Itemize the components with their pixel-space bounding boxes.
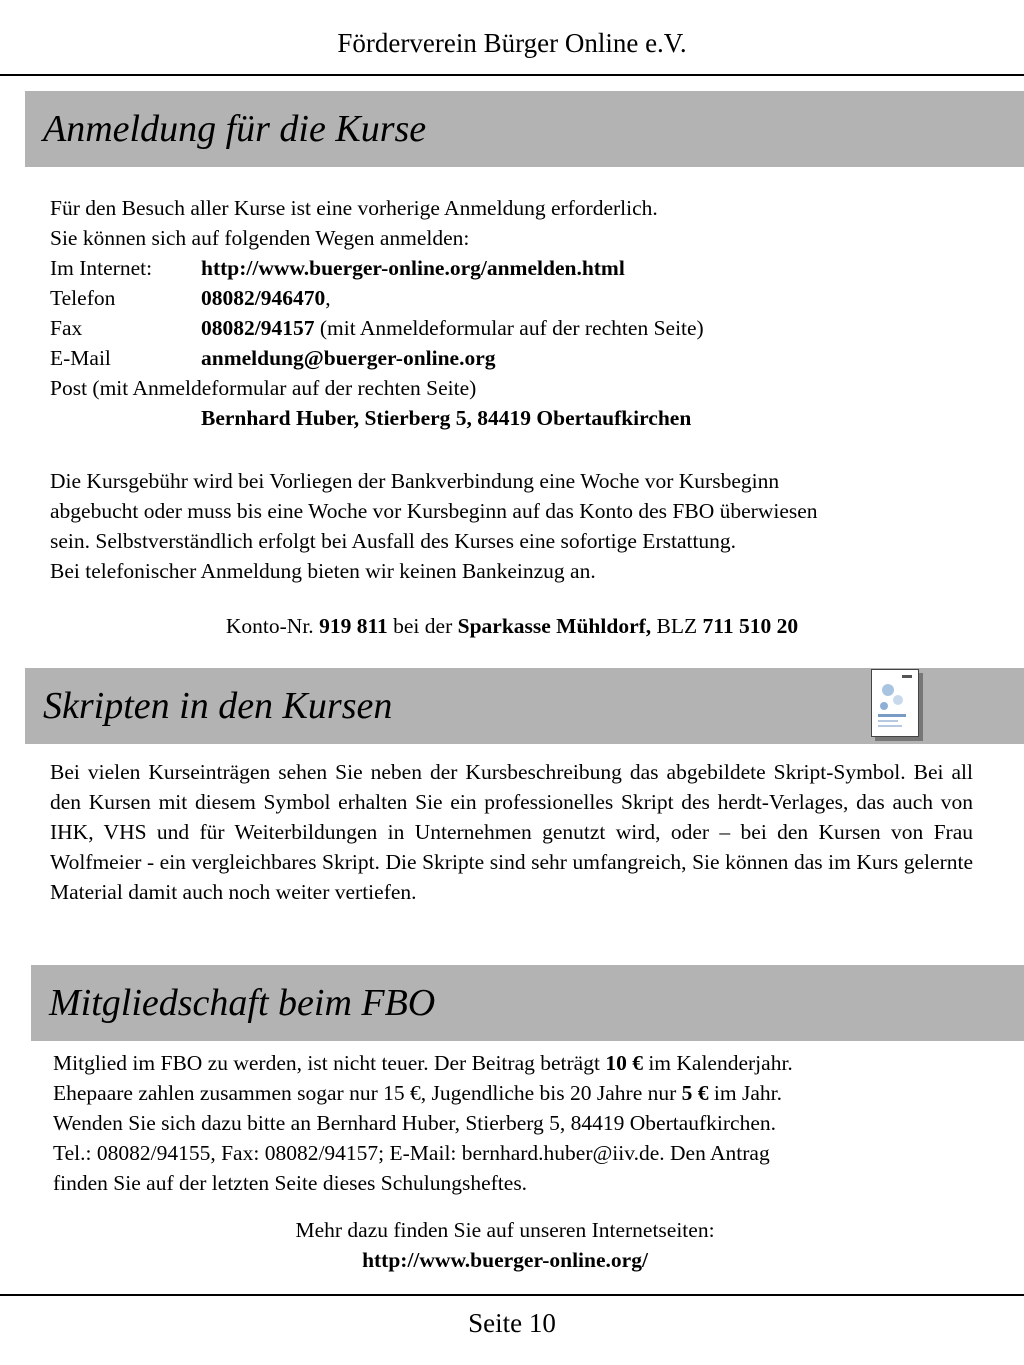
scripts-paragraph (50, 757, 973, 907)
fax-note: (mit Anmeldeformular auf der rechten Seite) (314, 316, 704, 340)
membership-line: Tel.: 08082/94155, Fax: 08082/94157; E-Mail: bernhard.huber@iiv.de. Den Antrag (53, 1141, 770, 1165)
more-info-text: Mehr dazu finden Sie auf unseren Internetseiten: (295, 1218, 715, 1242)
fee-line: Bei telefonischer Anmeldung bieten wir keinen Bankeinzug an. (50, 559, 596, 583)
fee-line: abgebucht oder muss bis eine Woche vor Kursbeginn auf das Konto des FBO überwiesen (50, 499, 818, 523)
contact-row-phone (50, 283, 980, 313)
contact-row-post-address (50, 403, 980, 433)
intro-line: Für den Besuch aller Kurse ist eine vorherige Anmeldung erforderlich. (50, 196, 658, 220)
phone-number: 08082/946470 (201, 286, 326, 310)
footer-divider (0, 1294, 1024, 1296)
account-prefix: Konto-Nr. (225, 614, 320, 638)
membership-line: Wenden Sie sich dazu bitte an Bernhard Huber, Stierberg 5, 84419 Obertaufkirchen. (53, 1111, 777, 1135)
contact-row-internet (50, 253, 980, 283)
account-number: 919 811 (319, 614, 388, 638)
registration-url-link[interactable]: http://www.buerger-online.org/anmelden.html (201, 256, 625, 280)
registration-email-link[interactable]: anmeldung@buerger-online.org (201, 346, 496, 370)
script-booklet-icon (871, 669, 919, 737)
header-divider (0, 74, 1024, 76)
website-url-link[interactable]: http://www.buerger-online.org/ (362, 1248, 648, 1272)
section-heading-membership: Mitgliedschaft beim FBO (49, 982, 436, 1024)
contact-row-fax (50, 313, 980, 343)
contact-label: E-Mail (50, 346, 111, 370)
contact-label: Im Internet: (50, 256, 153, 280)
contact-row-post: Post (mit Anmeldeformular auf der rechten Seite) (50, 376, 477, 400)
fax-number: 08082/94157 (201, 316, 315, 340)
youth-fee: 5 € (681, 1081, 709, 1105)
blz-label: BLZ (651, 614, 703, 638)
phone-suffix: , (325, 286, 331, 310)
contact-label: Fax (50, 316, 83, 340)
contact-row-email (50, 343, 980, 373)
page-header-title: Förderverein Bürger Online e.V. (337, 28, 687, 58)
membership-block (53, 1048, 983, 1198)
annual-fee: 10 € (605, 1051, 643, 1075)
blz-number: 711 510 20 (702, 614, 799, 638)
section-banner-registration (25, 91, 1024, 167)
fee-line: sein. Selbstverständlich erfolgt bei Ausfall des Kurses eine sofortige Erstattung. (50, 529, 737, 553)
account-mid: bei der (387, 614, 458, 638)
fee-paragraph (50, 466, 980, 586)
registration-block (50, 193, 980, 433)
post-address: Bernhard Huber, Stierberg 5, 84419 Obertaufkirchen (201, 406, 692, 430)
membership-line: finden Sie auf der letzten Seite dieses Schulungsheftes. (53, 1171, 528, 1195)
page-number: Seite 10 (468, 1308, 556, 1338)
section-heading-scripts: Skripten in den Kursen (43, 685, 393, 727)
bank-name: Sparkasse Mühldorf, (457, 614, 652, 638)
more-info-block (0, 1215, 1010, 1275)
section-heading-registration: Anmeldung für die Kurse (43, 108, 427, 150)
fee-line: Die Kursgebühr wird bei Vorliegen der Bankverbindung eine Woche vor Kursbeginn (50, 469, 780, 493)
section-banner-membership (31, 965, 1024, 1041)
intro-line: Sie können sich auf folgenden Wegen anmelden: (50, 226, 470, 250)
membership-line: Mitglied im FBO zu werden, ist nicht teuer. Der Beitrag beträgt 10 € im Kalenderjahr. (53, 1051, 793, 1075)
bank-account-line (0, 611, 1024, 641)
scripts-text: Bei vielen Kurseinträgen sehen Sie neben der Kursbeschreibung das abgebildete Skript-Symbol. Bei all den Kursen mit diesem Symbol erhalten Sie ein professionelles Skript des herdt-Verlages, das auch von IHK, VHS und für Weiterbildungen in Unternehmen genutzt wird, oder – bei den Kursen von Frau Wolfmeier - ein vergleichbares Skript. Die Skripte sind sehr umfangreich, Sie können das im Kurs gelernte Material damit auch noch weiter vertiefen. (50, 760, 973, 904)
membership-line: Ehepaare zahlen zusammen sogar nur 15 €, Jugendliche bis 20 Jahre nur 5 € im Jahr. (53, 1081, 783, 1105)
contact-label: Telefon (50, 286, 116, 310)
